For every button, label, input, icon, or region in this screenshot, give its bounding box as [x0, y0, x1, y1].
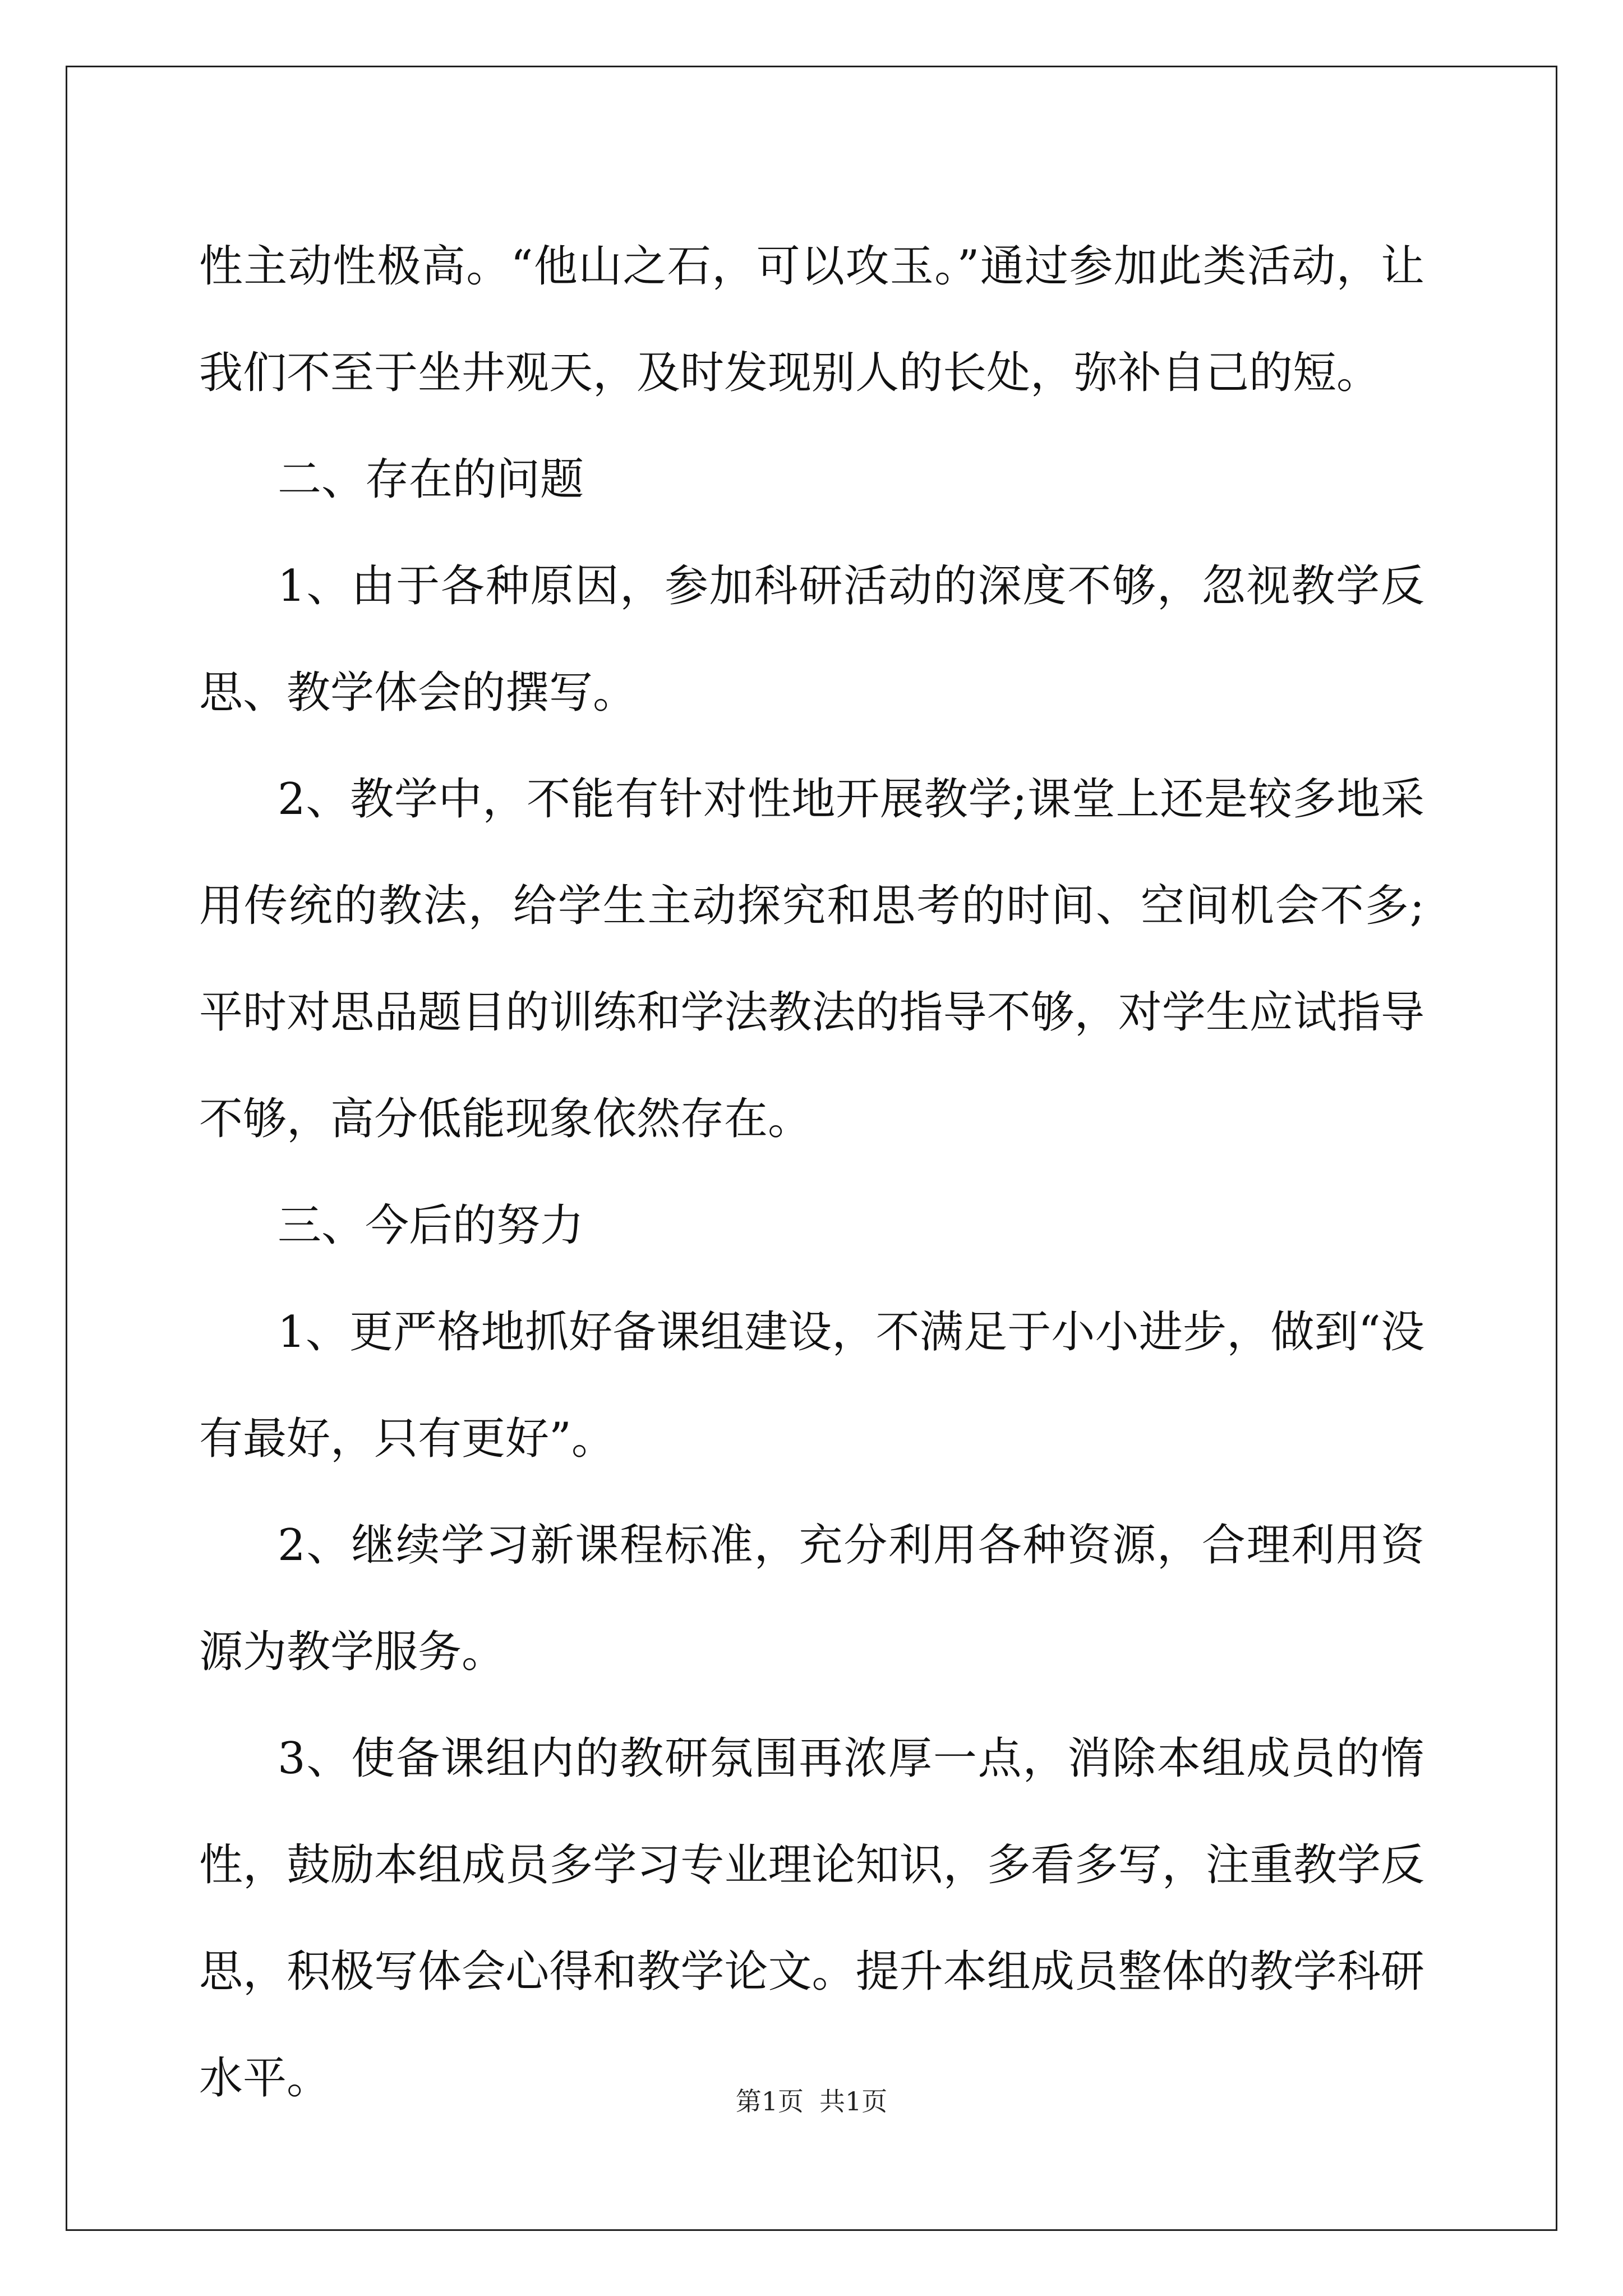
- section-heading: 三、今后的努力: [278, 1200, 584, 1251]
- document-body: [199, 213, 1424, 2132]
- page-number: 第1页: [735, 2086, 804, 2116]
- section-heading: 二、存在的问题: [278, 454, 584, 505]
- paragraph: 1、由于各种原因，参加科研活动的深度不够，忽视教学反思、教学体会的撰写。: [199, 561, 1424, 718]
- paragraph: 3、使备课组内的教研氛围再浓厚一点，消除本组成员的惰性，鼓励本组成员多学习专业理论知识，多看多写，注重教学反思，积极写体会心得和教学论文。提升本组成员整体的教学科研水平。: [199, 1733, 1424, 2104]
- paragraph: 1、更严格地抓好备课组建设，不满足于小小进步，做到“没有最好，只有更好”。: [199, 1307, 1424, 1464]
- page-total: 共1页: [819, 2086, 888, 2116]
- paragraph: 2、继续学习新课程标准，充分利用各种资源，合理利用资源为教学服务。: [199, 1520, 1424, 1677]
- page-footer: [0, 2081, 1623, 2118]
- paragraph: 性主动性极高。“他山之石，可以攻玉。”通过参加此类活动，让我们不至于坐井观天，及时发现别人的长处，弥补自己的短。: [199, 241, 1424, 398]
- paragraph: 2、教学中，不能有针对性地开展教学;课堂上还是较多地采用传统的教法，给学生主动探究和思考的时间、空间机会不多;平时对思品题目的训练和学法教法的指导不够，对学生应试指导不够，高分低能现象依然存在。: [199, 774, 1424, 1144]
